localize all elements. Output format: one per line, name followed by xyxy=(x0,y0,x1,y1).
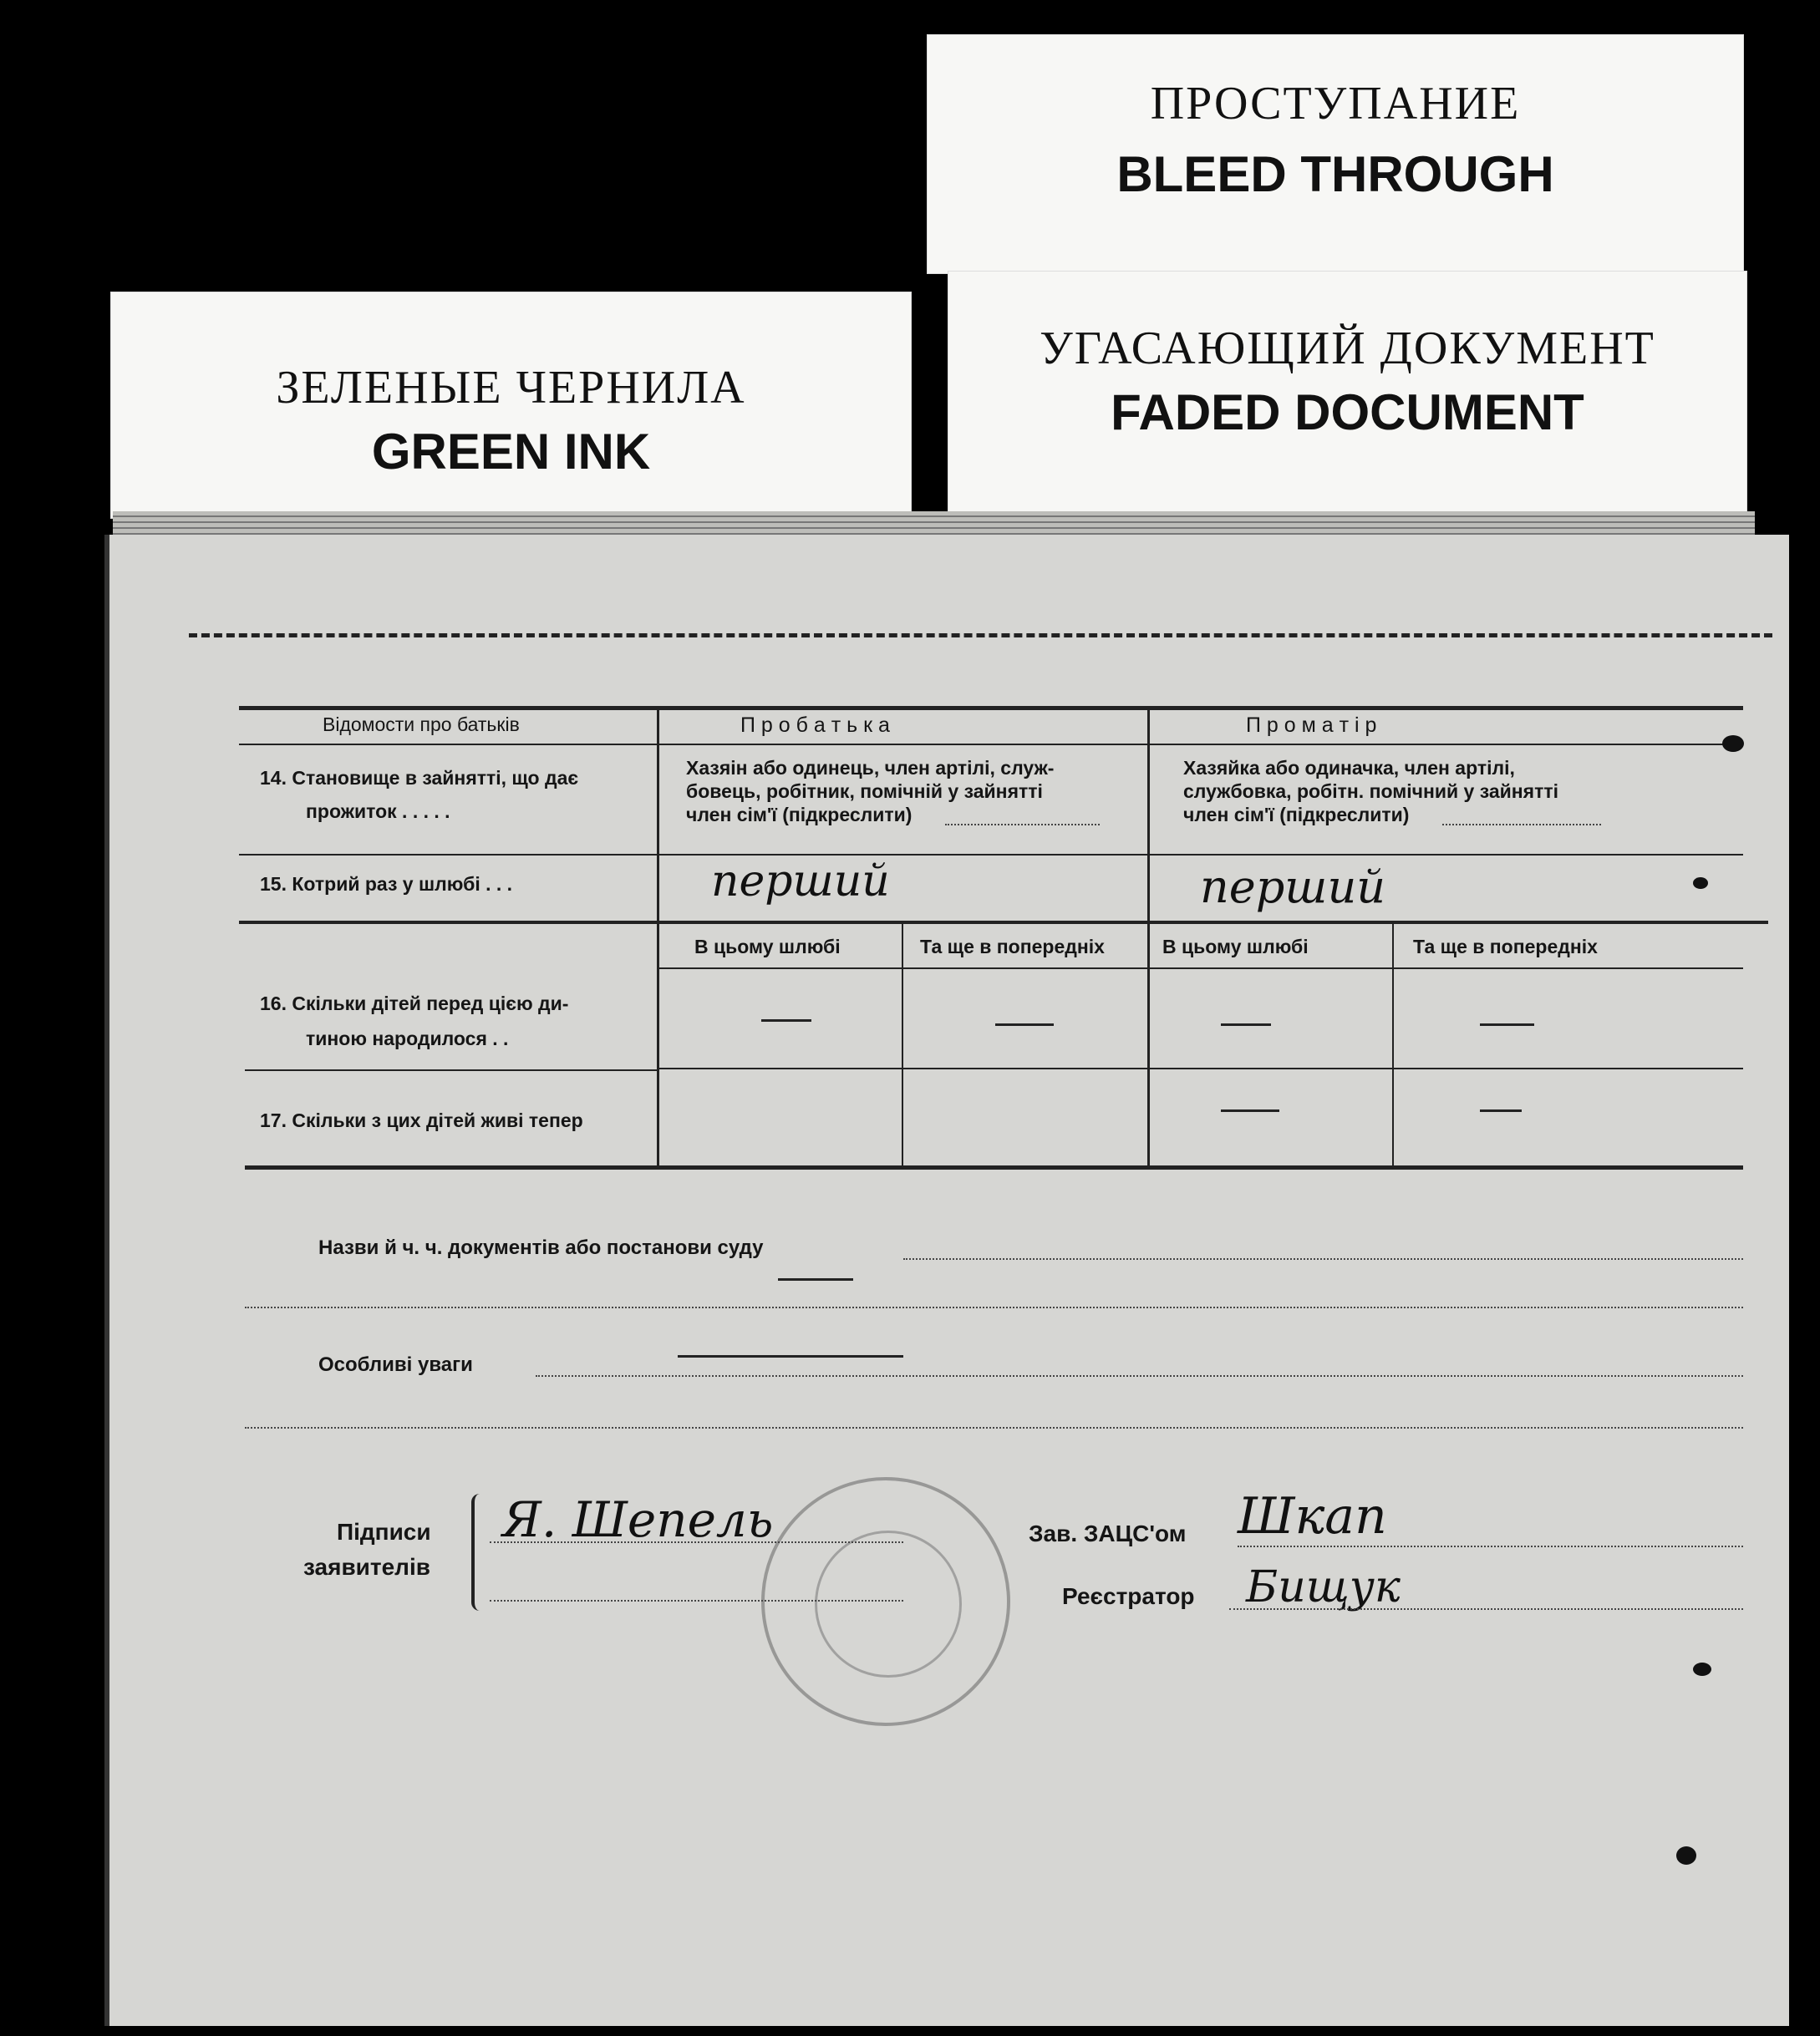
documents-dotline-1 xyxy=(903,1258,1743,1260)
row14-father-line3: член сім'ї (підкреслити) xyxy=(686,804,913,825)
applicant-signature-line-1 xyxy=(490,1541,903,1543)
green-ink-en: GREEN INK xyxy=(371,424,651,480)
row14-label-line1: 14. Становище в зайнятті, що дає xyxy=(260,767,579,789)
row16-inner-rule xyxy=(657,1068,1743,1069)
green-ink-ru: ЗЕЛЕНЫЕ ЧЕРНИЛА xyxy=(276,362,746,414)
faded-document-en: FADED DOCUMENT xyxy=(1111,384,1584,440)
row14-father-dotline xyxy=(945,824,1100,825)
row16-mother-prev-dash xyxy=(1480,1023,1534,1026)
row15-rule xyxy=(239,921,1768,924)
ink-blot xyxy=(1693,877,1708,889)
row14-mother-line2: службовка, робітн. помічний у зайнятті xyxy=(1183,780,1559,802)
tear-line xyxy=(189,633,1772,637)
notes-dotline-2 xyxy=(245,1427,1743,1429)
head-of-registry-signature: Шкап xyxy=(1238,1487,1387,1546)
registrar-signature: Бищук xyxy=(1246,1562,1401,1612)
col-divider-father xyxy=(902,923,903,1168)
head-of-registry-label: Зав. ЗАЦС'ом xyxy=(1029,1521,1187,1546)
row15-label: 15. Котрий раз у шлюбі . . . xyxy=(260,873,513,895)
notes-label: Особливі уваги xyxy=(318,1353,473,1376)
green-ink-card xyxy=(111,292,911,518)
row17-mother-dash xyxy=(1221,1109,1279,1112)
signatures-label-1: Підписи xyxy=(337,1519,431,1545)
row14-label-line2: прожиток . . . . . xyxy=(306,800,450,822)
row16-label-line2: тиною народилося . . xyxy=(306,1028,509,1049)
header-parents-info: Відомости про батьків xyxy=(323,713,520,735)
faded-document-card xyxy=(948,272,1746,514)
registrar-signature-line xyxy=(1229,1608,1743,1610)
applicant-signature: Я. Шепель xyxy=(502,1491,774,1548)
bleed-through-card xyxy=(928,35,1743,273)
row16-father-prev-dash xyxy=(995,1023,1054,1026)
documents-label: Назви й ч. ч. документів або постанови суду xyxy=(318,1236,764,1259)
row16-father-previous: Та ще в попередніх xyxy=(920,936,1105,957)
row16-father-this-marriage: В цьому шлюбі xyxy=(694,936,841,957)
header-about-mother: П р о м а т і р xyxy=(1246,713,1377,737)
ink-blot xyxy=(1676,1846,1696,1865)
row17-label: 17. Скільки з цих дітей живі тепер xyxy=(260,1109,583,1131)
row14-father-line1: Хазяін або одинець, член артілі, служ- xyxy=(686,757,1055,779)
official-stamp xyxy=(761,1477,1010,1726)
notes-dotline-1 xyxy=(536,1375,1743,1377)
signatures-label-2: заявителів xyxy=(303,1554,430,1580)
applicant-signature-line-2 xyxy=(490,1600,903,1602)
row15-mother-handwriting: перший xyxy=(1200,861,1386,913)
header-rule xyxy=(239,744,1743,745)
row16-mother-dash xyxy=(1221,1023,1271,1026)
documents-dash xyxy=(778,1278,853,1281)
row14-rule xyxy=(239,854,1743,856)
col-divider-2 xyxy=(1147,708,1150,1168)
row14-mother-line1: Хазяйка або одиначка, член артілі, xyxy=(1183,757,1515,779)
table-bottom-rule xyxy=(245,1165,1743,1170)
form-sheet xyxy=(104,535,1789,2026)
row16-mother-previous: Та ще в попередніх xyxy=(1413,936,1598,957)
bleed-through-ru: ПРОСТУПАНИЕ xyxy=(1150,78,1521,129)
row16-mother-this-marriage: В цьому шлюбі xyxy=(1162,936,1309,957)
row16-rule xyxy=(245,1069,657,1071)
row15-father-handwriting: перший xyxy=(711,856,890,906)
row14-mother-line3: член сім'ї (підкреслити) xyxy=(1183,804,1410,825)
row17-mother-prev-dash xyxy=(1480,1109,1522,1112)
subheader-rule xyxy=(657,967,1743,969)
row16-label-line1: 16. Скільки дітей перед цією ди- xyxy=(260,993,569,1014)
row14-father-line2: бовець, робітник, помічній у зайнятті xyxy=(686,780,1043,802)
ink-blot xyxy=(1722,735,1744,752)
row14-mother-dotline xyxy=(1442,824,1601,825)
table-top-rule xyxy=(239,706,1743,710)
signatures-bracket xyxy=(471,1494,486,1611)
ink-blot xyxy=(1693,1663,1711,1676)
faded-document-ru: УГАСАЮЩИЙ ДОКУМЕНТ xyxy=(1040,322,1655,374)
header-about-father: П р о б а т ь к а xyxy=(740,713,890,737)
col-divider-1 xyxy=(657,708,659,1168)
bleed-through-en: BLEED THROUGH xyxy=(1116,146,1554,202)
head-signature-line xyxy=(1238,1546,1743,1547)
documents-dotline-2 xyxy=(245,1307,1743,1308)
row16-father-dash xyxy=(761,1019,811,1022)
col-divider-mother xyxy=(1392,923,1394,1168)
notes-dash xyxy=(678,1355,903,1358)
registrar-label: Реєстратор xyxy=(1062,1583,1195,1609)
